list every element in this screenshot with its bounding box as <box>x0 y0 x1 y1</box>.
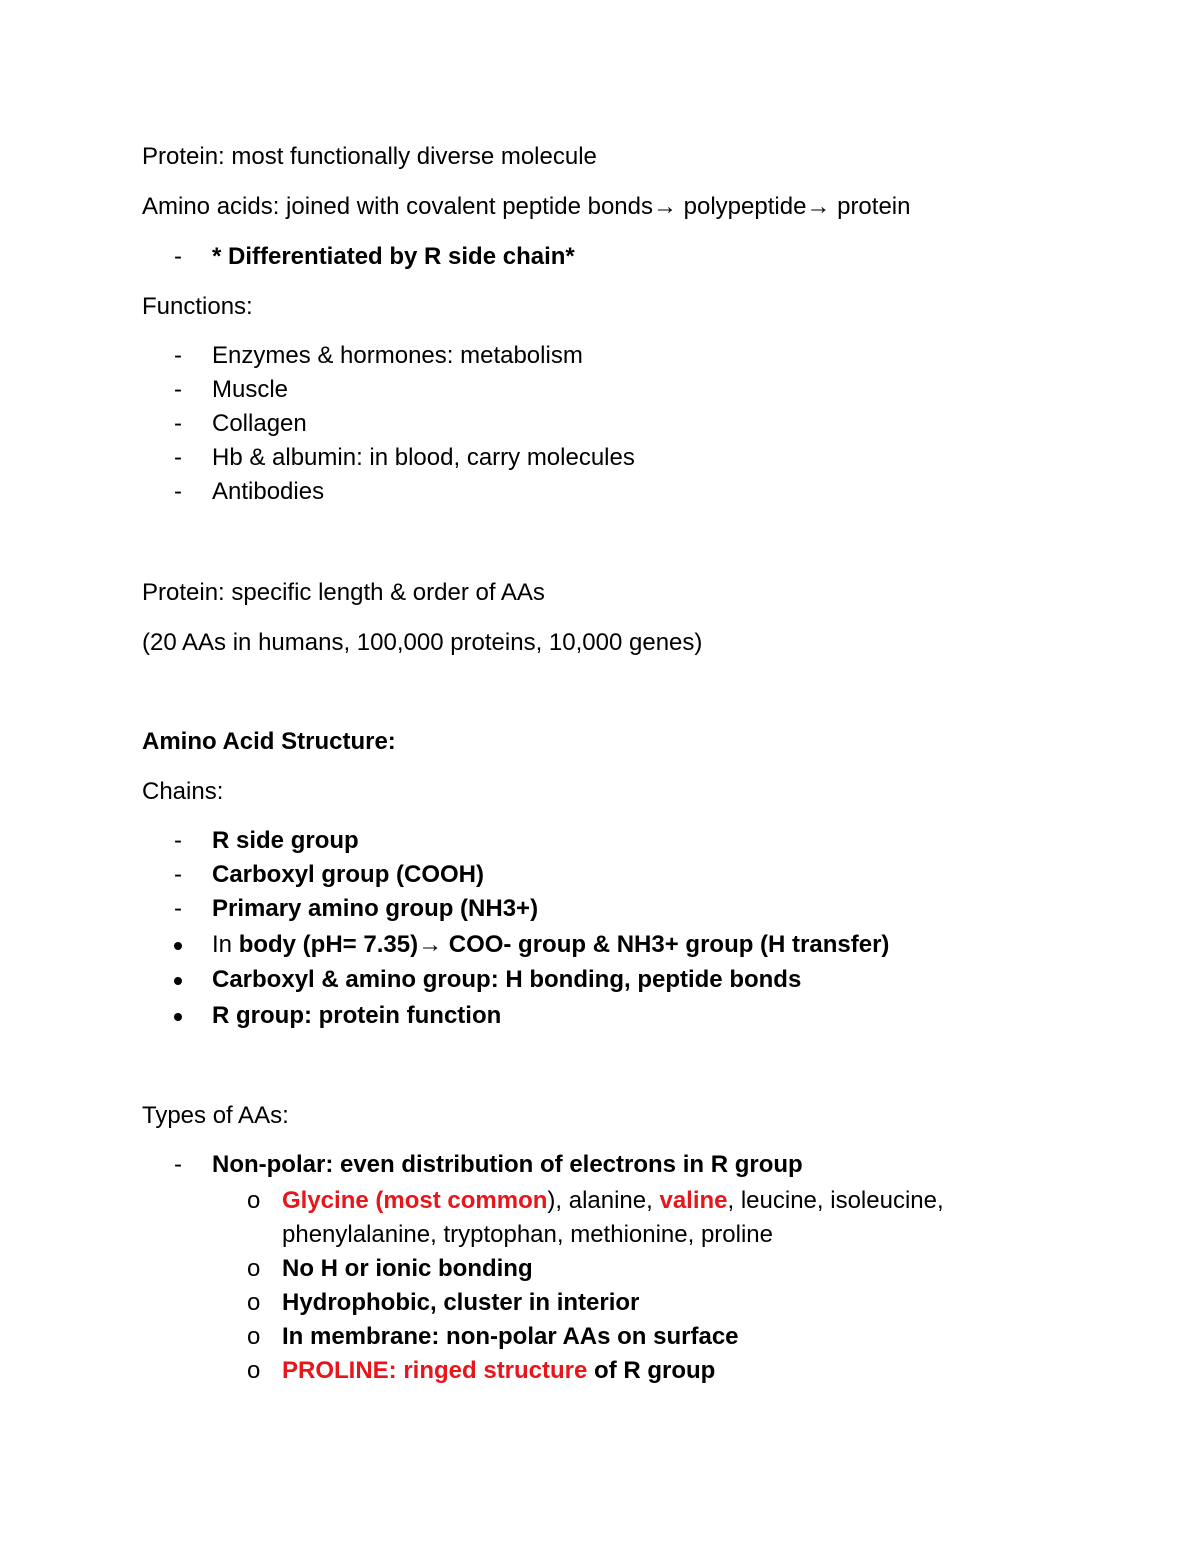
amino-acids-text: Amino acids: joined with covalent peptide bonds <box>142 193 653 220</box>
arrow-icon: → <box>806 193 831 220</box>
arrow-icon: → <box>418 931 443 958</box>
no-h-bonding-line: No H or ionic bonding <box>282 1255 533 1282</box>
circle-marker: o <box>247 1255 261 1282</box>
dash-marker: - <box>174 478 182 505</box>
counts-line: (20 AAs in humans, 100,000 proteins, 10,000 genes) <box>142 629 703 656</box>
function-item: Hb & albumin: in blood, carry molecules <box>212 444 635 471</box>
dash-marker: - <box>174 895 182 922</box>
intro-line-protein: Protein: most functionally diverse molecule <box>142 143 597 170</box>
dash-marker: - <box>174 861 182 888</box>
body-ph-result: COO- group & NH3+ group (H transfer) <box>442 931 890 958</box>
circle-marker: o <box>247 1289 261 1316</box>
membrane-line: In membrane: non-polar AAs on surface <box>282 1323 739 1350</box>
body-ph-value: body (pH= 7.35) <box>238 931 419 958</box>
leucine-text: , leucine, isoleucine, <box>727 1187 944 1214</box>
valine-text: valine <box>659 1187 728 1214</box>
chain-item: Primary amino group (NH3+) <box>212 895 539 922</box>
proline-highlight: PROLINE: ringed structure <box>282 1357 588 1384</box>
body-ph-line <box>212 930 889 960</box>
dash-marker: - <box>174 410 182 437</box>
intro-line-amino-acids <box>142 192 910 222</box>
polypeptide-text: polypeptide <box>676 193 807 220</box>
circle-marker: o <box>247 1187 261 1214</box>
proline-line <box>282 1356 715 1386</box>
alanine-text: ), alanine, <box>547 1187 660 1214</box>
function-item: Enzymes & hormones: metabolism <box>212 342 583 369</box>
function-item: Antibodies <box>212 478 325 505</box>
nonpolar-examples-line-2: phenylalanine, tryptophan, methionine, proline <box>282 1221 774 1248</box>
nonpolar-line: Non-polar: even distribution of electrons in R group <box>212 1151 803 1178</box>
dash-marker: - <box>174 376 182 403</box>
bullet-icon <box>174 930 182 960</box>
protein-order-line: Protein: specific length & order of AAs <box>142 579 545 606</box>
differentiated-note: * Differentiated by R side chain* <box>212 243 575 270</box>
dash-marker: - <box>174 342 182 369</box>
dash-marker: - <box>174 1151 182 1178</box>
bonding-line: Carboxyl & amino group: H bonding, peptide bonds <box>212 966 802 993</box>
protein-text: protein <box>830 193 911 220</box>
nonpolar-examples-line <box>282 1186 944 1216</box>
functions-heading: Functions: <box>142 293 253 320</box>
circle-marker: o <box>247 1357 261 1384</box>
chains-heading: Chains: <box>142 778 224 805</box>
chain-item: Carboxyl group (COOH) <box>212 861 485 888</box>
function-item: Collagen <box>212 410 307 437</box>
function-item: Muscle <box>212 376 289 403</box>
circle-marker: o <box>247 1323 261 1350</box>
bullet-icon <box>174 965 182 995</box>
glycine-text: Glycine (most common <box>282 1187 548 1214</box>
bullet-icon <box>174 1001 182 1031</box>
hydrophobic-line: Hydrophobic, cluster in interior <box>282 1289 640 1316</box>
body-ph-prefix: In <box>212 931 239 958</box>
dash-marker: - <box>174 827 182 854</box>
r-group-line: R group: protein function <box>212 1002 502 1029</box>
proline-rest: of R group <box>587 1357 716 1384</box>
arrow-icon: → <box>652 193 677 220</box>
dash-marker: - <box>174 444 182 471</box>
chain-item: R side group <box>212 827 359 854</box>
structure-heading: Amino Acid Structure: <box>142 728 396 755</box>
types-heading: Types of AAs: <box>142 1102 289 1129</box>
dash-marker: - <box>174 243 182 270</box>
